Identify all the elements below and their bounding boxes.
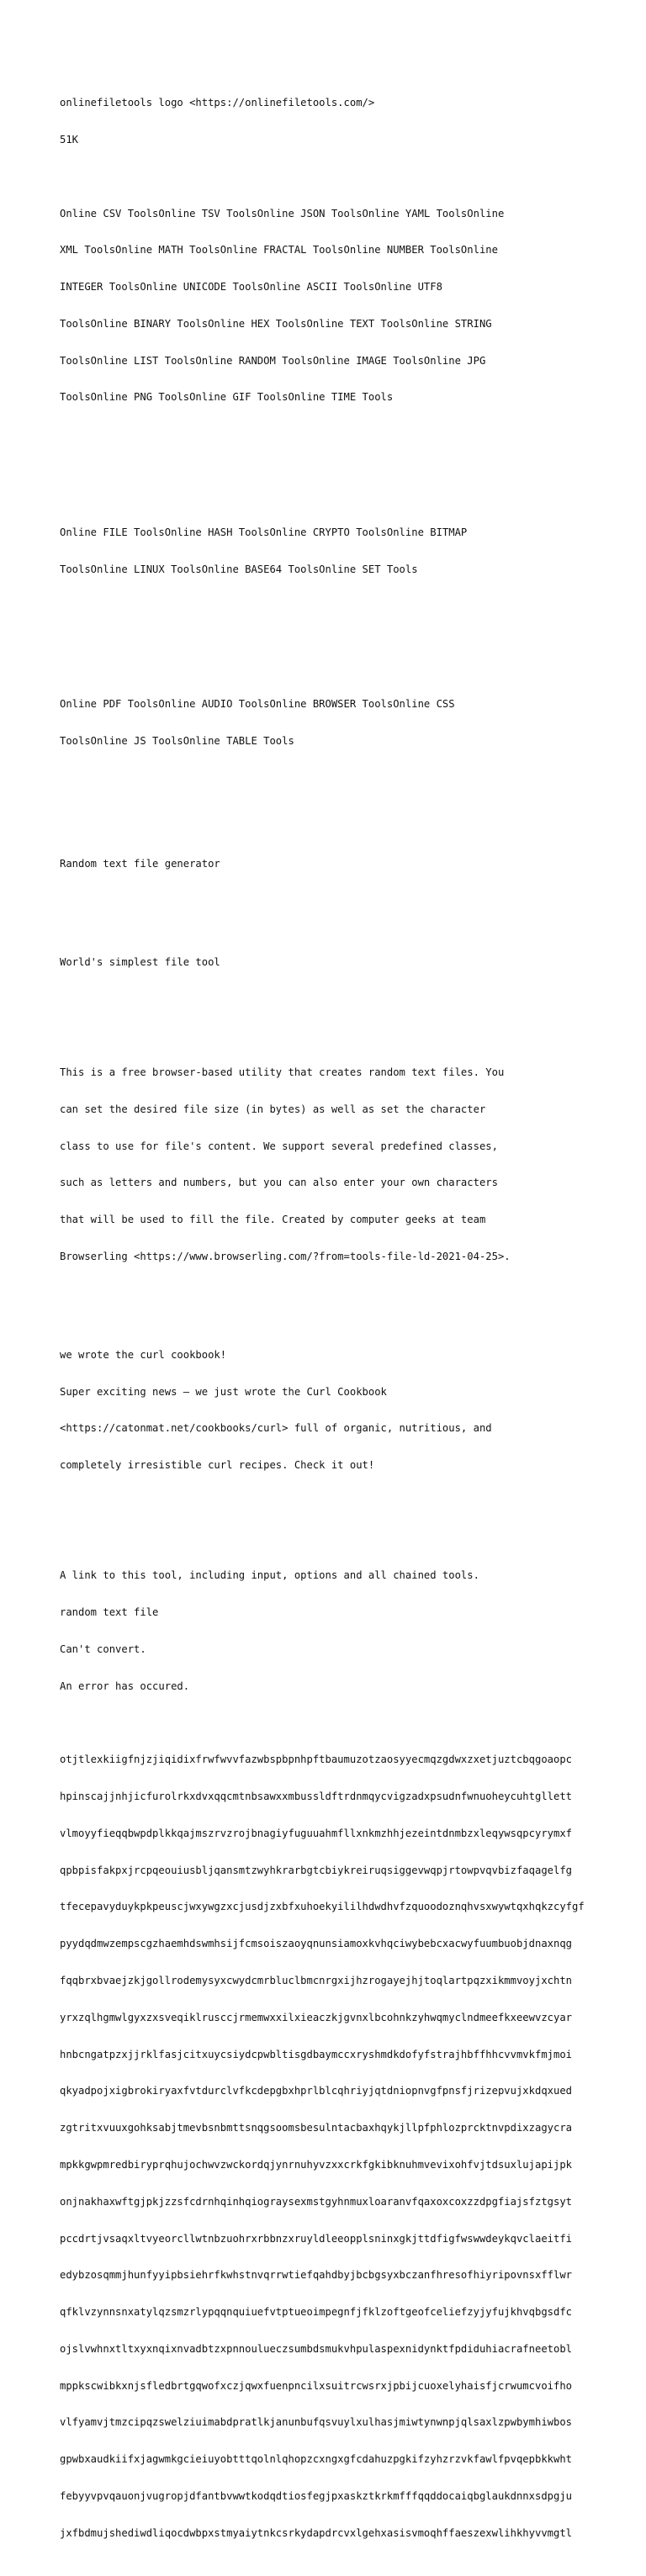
curl-cookbook-link[interactable]: <https://catonmat.net/cookbooks/curl> full of organic, nutritious, and bbox=[60, 1422, 492, 1435]
output-line: jxfbdmujshediwdliqocdwbpxstmyaiytnkcsrkydapdrcvxlgehxasisvmoqhffaeszexwlihkhyvvmgtl bbox=[60, 2526, 573, 2539]
output-line: edybzosqmmjhunfyyipbsiehrfkwhstnvqrrwtiefqahdbyjbcbgsyxbczanfhresofhiyripovnsxfflwr bbox=[60, 2269, 573, 2282]
share-link-note[interactable]: A link to this tool, including input, options and all chained tools. bbox=[60, 1569, 479, 1582]
nav-line[interactable]: Online PDF ToolsOnline AUDIO ToolsOnline BROWSER ToolsOnline CSS bbox=[60, 698, 455, 711]
output-line: mppkscwibkxnjsfledbrtgqwofxczjqwxfuenpncilxsuitrcwsrxjpbijcuoxelyhaisfjcrwumcvoifho bbox=[60, 2379, 573, 2392]
spacer bbox=[60, 895, 598, 919]
nav-line[interactable]: ToolsOnline LINUX ToolsOnline BASE64 ToolsOnline SET Tools bbox=[60, 563, 418, 575]
nav-line[interactable]: ToolsOnline BINARY ToolsOnline HEX ToolsOnline TEXT ToolsOnline STRING bbox=[60, 317, 492, 330]
news-line: completely irresistible curl recipes. Check it out! bbox=[60, 1459, 375, 1472]
news-block bbox=[60, 1325, 598, 1496]
description-line: such as letters and numbers, but you can also enter your own characters bbox=[60, 1177, 498, 1189]
output-line: qfklvzynnsnxatylqzsmzrlypqqnquiuefvtptueoimpegnfjfklzoftgeofceliefzyjyfujkhvqbgsdfc bbox=[60, 2306, 573, 2319]
nav-line[interactable]: ToolsOnline PNG ToolsOnline GIF ToolsOnline TIME Tools bbox=[60, 391, 394, 404]
nav-line[interactable]: Online FILE ToolsOnline HASH ToolsOnline CRYPTO ToolsOnline BITMAP bbox=[60, 526, 468, 538]
favorites-count: 51K bbox=[60, 133, 79, 145]
output-line: febyyvpvqauonjvugropjdfantbvwwtkodqdtiosfegjpxaskztkrkmfffqqddocaiqbglaukdnnxsdpgju bbox=[60, 2489, 573, 2502]
nav-line[interactable]: INTEGER ToolsOnline UNICODE ToolsOnline ASCII ToolsOnline UTF8 bbox=[60, 281, 442, 294]
description-line: that will be used to fill the file. Created by computer geeks at team bbox=[60, 1214, 486, 1226]
output-line: qpbpisfakpxjrcpqeouiusbljqansmtzwyhkrarbgtcbiykreiruqsiggevwqpjrtowpvqvbizfaqagelfg bbox=[60, 1864, 573, 1876]
output-line: qkyadpojxigbrokiryaxfvtdurclvfkcdepgbxhprlblcqhriyjqtdniopnvgfpnsfjrizepvujxkdqxued bbox=[60, 2085, 573, 2097]
output-line: gpwbxaudkiifxjagwmkgcieiuyobtttqolnlqhopzcxngxgfcdahuzpgkifzyhzrzvkfawlfpvqepbkkwht bbox=[60, 2453, 573, 2466]
output-line: pccdrtjvsaqxltvyeorcllwtnbzuohrxrbbnzxruyldleeopplsninxgkjttdfigfwswwdeykqvclaeitfi bbox=[60, 2232, 573, 2245]
spacer bbox=[60, 625, 598, 637]
output-line: hpinscajjnhjicfurolrkxdvxqqcmtnbsawxxmbussldftrdnmqycvigzadxpsudnfwnuoheycuhtgllett bbox=[60, 1791, 573, 1803]
file-label: random text file bbox=[60, 1606, 159, 1619]
output-line: ojslvwhnxtltxyxnqixnvadbtzxpnnoulueczsumbdsmukvhpulaspexnidynktfpdiduhiacrafneetobl bbox=[60, 2342, 573, 2355]
browserling-link[interactable]: Browserling <https://www.browserling.com/?from=tools-file-ld-2021-04-25>. bbox=[60, 1251, 511, 1262]
news-line: Super exciting news – we just wrote the Curl Cookbook bbox=[60, 1385, 387, 1398]
nav-line[interactable]: ToolsOnline JS ToolsOnline TABLE Tools bbox=[60, 735, 294, 748]
spacer bbox=[60, 1521, 598, 1533]
tagline: World's simplest file tool bbox=[60, 955, 220, 968]
nav-line[interactable]: Online CSV ToolsOnline TSV ToolsOnline JSON ToolsOnline YAML ToolsOnline bbox=[60, 207, 505, 220]
output-line: vlmoyyfieqqbwpdplkkqajmszrvzrojbnagiyfuguuahmfllxnkmzhhjezeintdnmbzxleqywsqpcyrymxf bbox=[60, 1827, 573, 1839]
output-line: mpkkgwpmredbiryprqhujochwvzwckordqjynrnuhyvzxxcrkfgkibknuhmvevixohfvjtdsuxlujapijpk bbox=[60, 2158, 573, 2171]
news-heading: we wrote the curl cookbook! bbox=[60, 1348, 227, 1361]
page-title: Random text file generator bbox=[60, 858, 220, 870]
output-line: otjtlexkiigfnjzjiqidixfrwfwvvfazwbspbpnhpftbaumuzotzaosyyecmqzgdwxzxetjuztcbqgoaopc bbox=[60, 1753, 573, 1766]
output-line: fqqbrxbvaejzkjgollrodemysyxcwydcmrbluclbmcnrgxijhzrogayejhjtoqlartpqzxikmmvoyjxchtn bbox=[60, 1975, 573, 1987]
nav-group-web-tools[interactable] bbox=[60, 674, 598, 772]
description-line: This is a free browser-based utility that creates random text files. You bbox=[60, 1066, 505, 1079]
page-content bbox=[60, 72, 598, 2576]
output-line: pyydqdmwzempscgzhaemhdswmhsijfcmsoiszaoyqnunsiamoxkvhqciwybebcxacwyfuumbuobjdnaxnqg bbox=[60, 1938, 573, 1950]
nav-group-file-tools[interactable] bbox=[60, 502, 598, 600]
output-line: onjnakhaxwftgjpkjzzsfcdrnhqinhqiograysexmstgyhnmuxloaranvfqaxoxcoxzzdpgfiajsfztgsyt bbox=[60, 2195, 573, 2208]
description-line: can set the desired file size (in bytes) as well as set the character bbox=[60, 1103, 486, 1115]
nav-line[interactable]: XML ToolsOnline MATH ToolsOnline FRACTAL ToolsOnline NUMBER ToolsOnline bbox=[60, 244, 498, 257]
error-message: An error has occured. bbox=[60, 1679, 190, 1692]
output-line: yrxzqlhgmwlgyxzxsveqiklrusccjrmemwxxilxieaczkjgvnxlbcohnkzyhwqmyclndmeefkxeewvzcyar bbox=[60, 2011, 573, 2023]
nav-line[interactable]: ToolsOnline LIST ToolsOnline RANDOM ToolsOnline IMAGE ToolsOnline JPG bbox=[60, 354, 486, 367]
output-line: zgtritxvuuxgohksabjtmevbsnbmttsnqgsoomsbesulntacbaxhqykjllpfphlozprcktnvpdixzagycra bbox=[60, 2122, 573, 2134]
random-text-output[interactable] bbox=[60, 1729, 598, 2563]
site-logo-link[interactable]: onlinefiletools logo <https://onlinefiletools.com/> bbox=[60, 97, 375, 109]
nav-group-data-tools[interactable] bbox=[60, 182, 598, 428]
spacer bbox=[60, 452, 598, 465]
spacer bbox=[60, 993, 598, 1006]
spacer bbox=[60, 796, 598, 821]
output-line: vlfyamvjtmzcipqzswelziuimabdpratlkjanunbufqsvuylxulhasjmiwtynwnpjqlsaxlzpwbymhiwbos bbox=[60, 2416, 573, 2429]
description-line: class to use for file's content. We support several predefined classes, bbox=[60, 1140, 498, 1152]
output-line: hnbcngatpzxjjrklfasjcitxuycsiydcpwbltisgdbaymccxryshmdkdofyfstrajhbffhhcvvmvkfmjmoi bbox=[60, 2048, 573, 2060]
tool-description bbox=[60, 1042, 598, 1288]
output-line: tfecepavyduykpkpeuscjwxywgzxcjusdjzxbfxuhoekyililhdwdhvfzquoodoznqhvsxwywtqxhqkzcyfgf bbox=[60, 1901, 585, 1913]
cant-convert-message: Can't convert. bbox=[60, 1643, 146, 1655]
